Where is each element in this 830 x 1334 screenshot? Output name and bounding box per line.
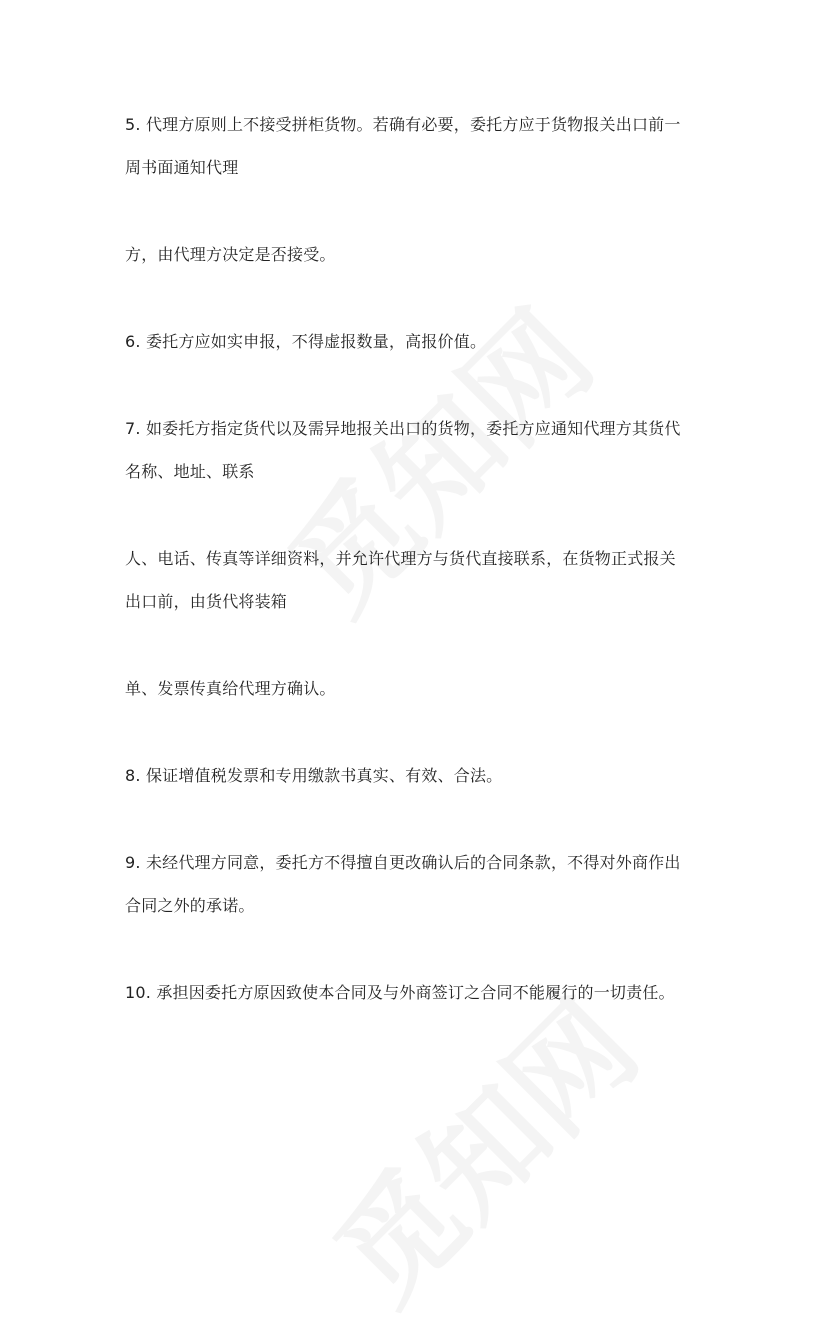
clause-5-line-3: 方，由代理方决定是否接受。 xyxy=(125,245,336,264)
clause-5-line-2: 周书面通知代理 xyxy=(125,158,239,177)
clause-8-line-1: 8. 保证增值税发票和专用缴款书真实、有效、合法。 xyxy=(125,766,503,785)
clause-7-line-5: 单、发票传真给代理方确认。 xyxy=(125,679,336,698)
clause-7-line-3: 人、电话、传真等详细资料，并允许代理方与货代直接联系，在货物正式报关 xyxy=(125,549,676,568)
clause-10-line-1: 10. 承担因委托方原因致使本合同及与外商签订之合同不能履行的一切责任。 xyxy=(125,983,675,1002)
clause-9-line-1: 9. 未经代理方同意，委托方不得擅自更改确认后的合同条款，不得对外商作出 xyxy=(125,853,681,872)
clause-7-line-2: 名称、地址、联系 xyxy=(125,462,255,481)
clause-6-line-1: 6. 委托方应如实申报，不得虚报数量，高报价值。 xyxy=(125,332,487,351)
watermark xyxy=(292,958,668,1334)
watermark xyxy=(247,268,623,644)
clause-7-line-4: 出口前，由货代将装箱 xyxy=(125,592,288,611)
clause-5-line-1: 5. 代理方原则上不接受拼柜货物。若确有必要，委托方应于货物报关出口前一 xyxy=(125,115,681,134)
clause-9-line-2: 合同之外的承诺。 xyxy=(125,896,255,915)
clause-7-line-1: 7. 如委托方指定货代以及需异地报关出口的货物，委托方应通知代理方其货代 xyxy=(125,419,681,438)
